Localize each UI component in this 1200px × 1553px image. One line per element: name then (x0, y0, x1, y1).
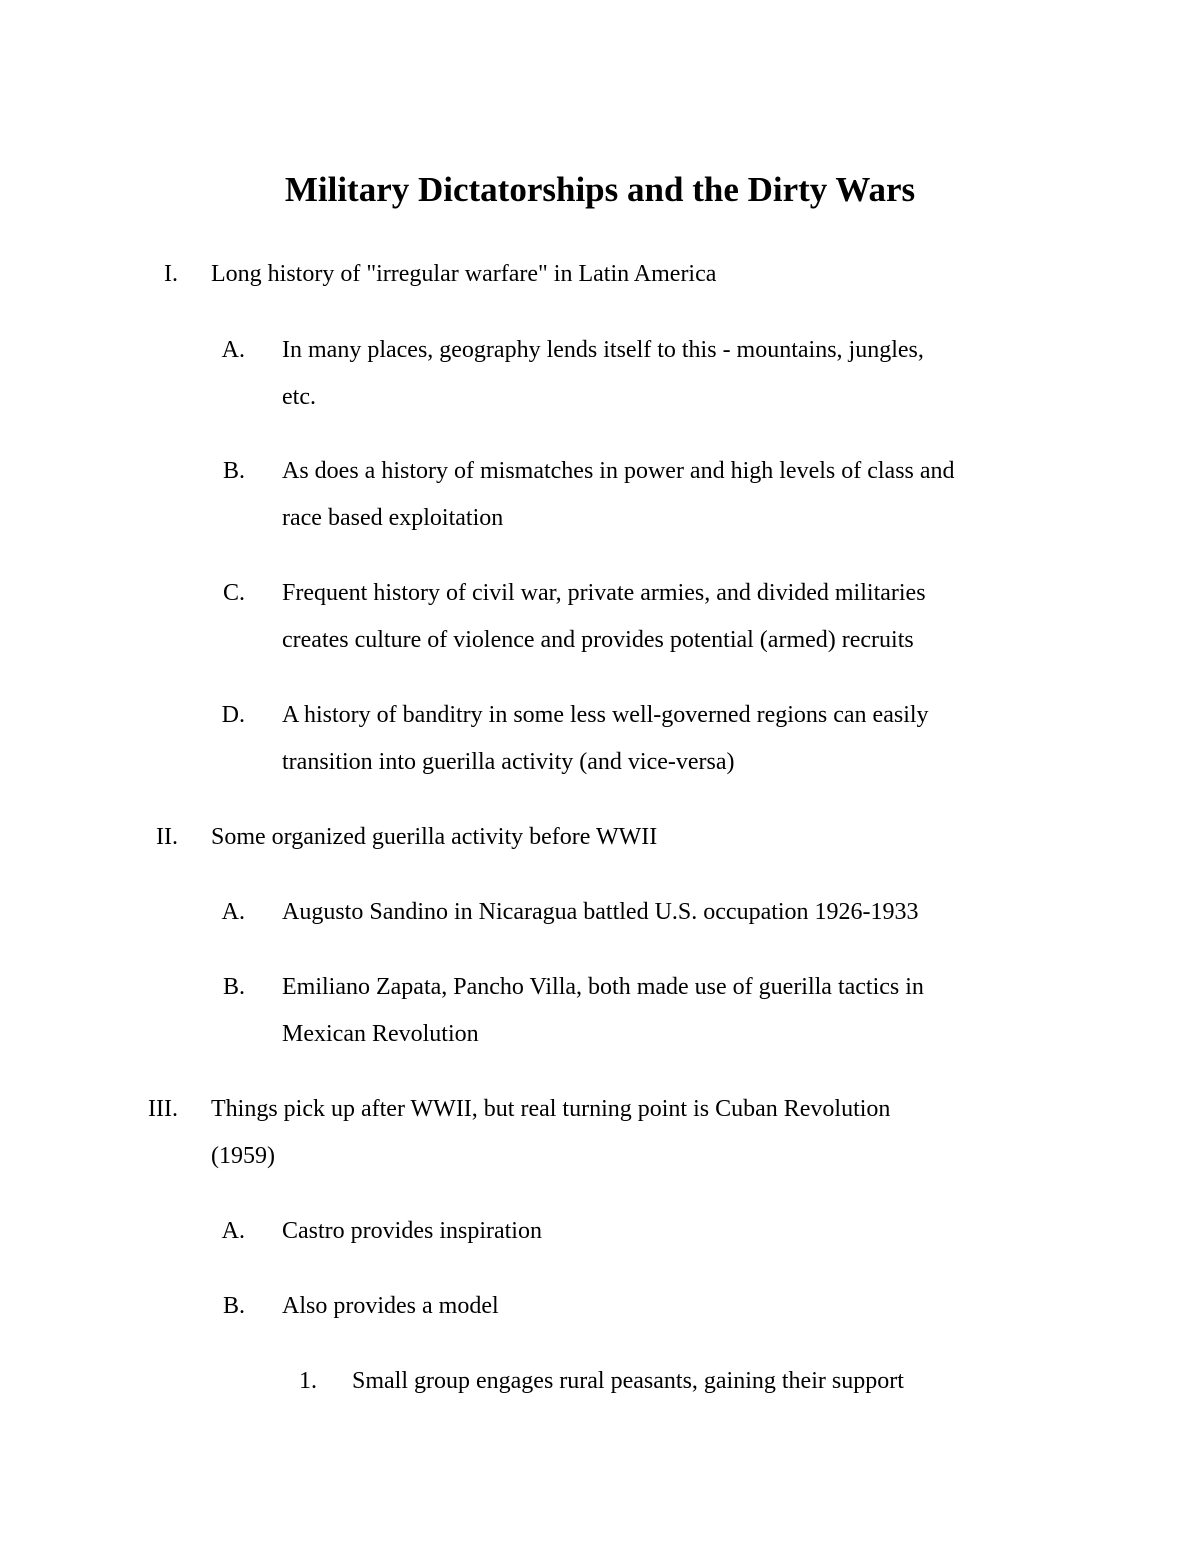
outline-item-i-c-line-2: creates culture of violence and provides potential (armed) recruits (282, 627, 914, 653)
outline-label-iii-b-1: 1. (299, 1368, 317, 1394)
outline-item-iii-b-line-1: Also provides a model (282, 1293, 499, 1319)
outline-item-iii-b-1: Small group engages rural peasants, gaining their support (352, 1368, 904, 1394)
outline-item-i-b-line-1: As does a history of mismatches in power and high levels of class and (282, 458, 955, 484)
outline-item-iii-line-1: Things pick up after WWII, but real turning point is Cuban Revolution (211, 1096, 891, 1122)
outline-label-ii: II. (156, 824, 178, 850)
document-title: Military Dictatorships and the Dirty Wars (284, 170, 916, 209)
outline-label-i-a: A. (221, 337, 245, 363)
outline-item-i-c-line-1: Frequent history of civil war, private armies, and divided militaries (282, 580, 926, 606)
outline-item-ii: Some organized guerilla activity before WWII (211, 824, 658, 850)
outline-label-ii-a: A. (221, 899, 245, 925)
outline-item-i-a-line-1: In many places, geography lends itself to this - mountains, jungles, (282, 337, 924, 363)
outline-label-i: I. (164, 261, 178, 287)
outline-item-iii-a-line-1: Castro provides inspiration (282, 1218, 542, 1244)
outline-item-i-a-line-2: etc. (282, 384, 316, 410)
outline-label-i-d: D. (221, 702, 245, 728)
outline-item-ii-a-line-1: Augusto Sandino in Nicaragua battled U.S. occupation 1926-1933 (282, 899, 919, 925)
outline-label-iii-a: A. (221, 1218, 245, 1244)
outline-label-ii-b: B. (222, 974, 245, 1000)
outline-item-i: Long history of "irregular warfare" in Latin America (211, 261, 717, 287)
outline-item-i-b-line-2: race based exploitation (282, 505, 504, 531)
outline-item-i-d-line-2: transition into guerilla activity (and vice-versa) (282, 749, 735, 775)
outline-label-iii-b: B. (222, 1293, 245, 1319)
outline-item-i-d-line-1: A history of banditry in some less well-governed regions can easily (282, 702, 929, 728)
outline-item-iii-line-2: (1959) (211, 1143, 275, 1169)
outline-label-iii: III. (148, 1096, 178, 1122)
outline-label-i-c: C. (222, 580, 245, 606)
outline-item-ii-b-line-1: Emiliano Zapata, Pancho Villa, both made use of guerilla tactics in (282, 974, 924, 1000)
outline-label-i-b: B. (222, 458, 245, 484)
outline-item-ii-b-line-2: Mexican Revolution (282, 1021, 479, 1047)
